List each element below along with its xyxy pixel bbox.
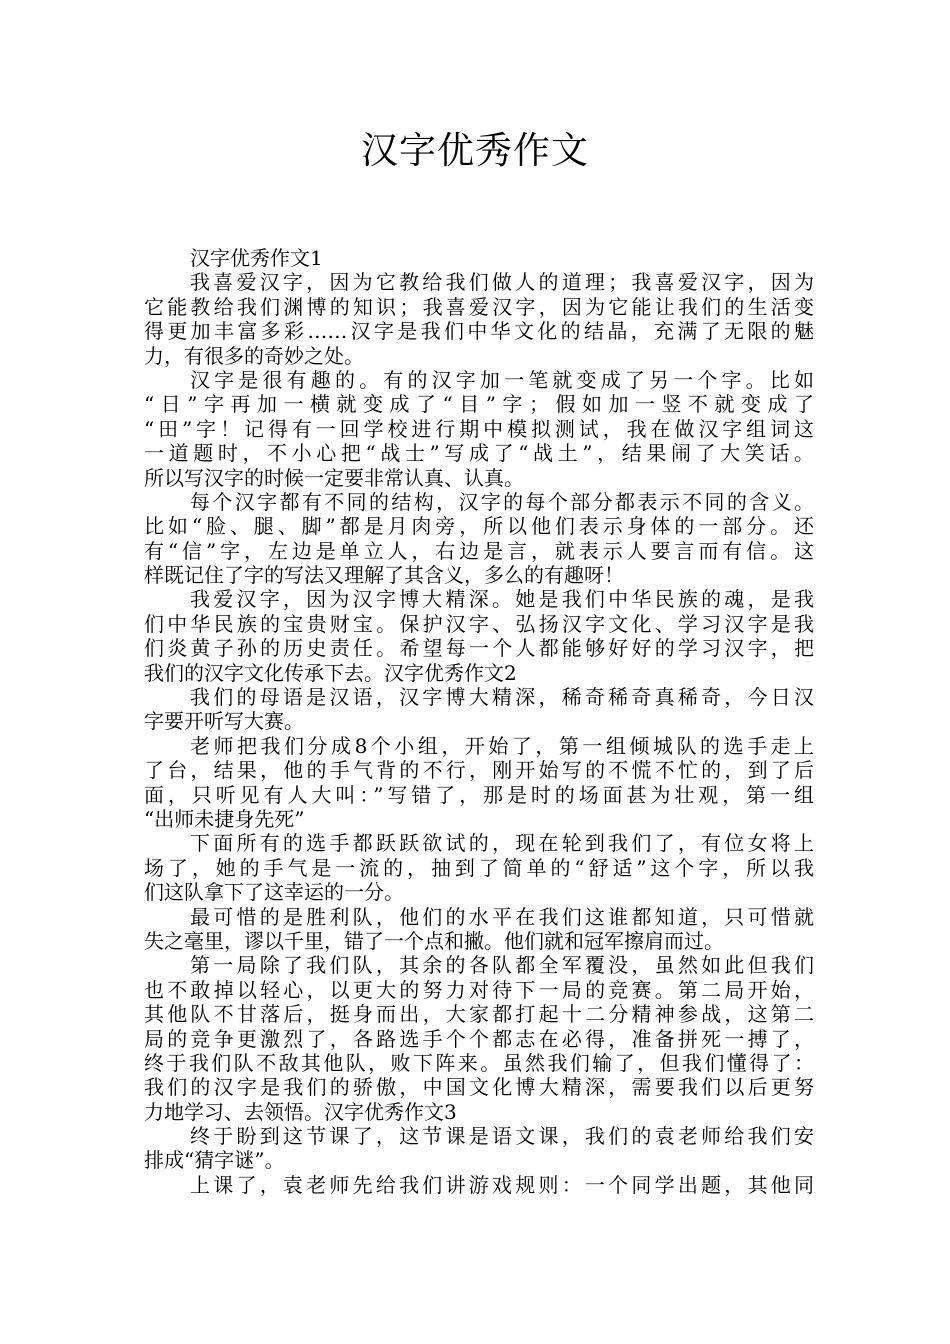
text-line: 样既记住了字的写法又理解了其含义，多么的有趣呀！ [144, 563, 624, 588]
text-line: 局的竞争更激烈了，各路选手个个都志在必得，准备拼死一搏了， [144, 1026, 814, 1051]
text-line: 老师把我们分成8个小组，开始了，第一组倾城队的选手走上 [190, 733, 814, 758]
text-line: 力，有很多的奇妙之处。 [144, 343, 364, 368]
text-line: 了台，结果，他的手气背的不行，刚开始写的不慌不忙的，到了后 [144, 758, 814, 783]
text-line: 场了，她的手气是一流的，抽到了简单的“舒适”这个字，所以我 [144, 855, 814, 880]
document-body [144, 246, 814, 1197]
text-line: “田”字！记得有一回学校进行期中模拟测试，我在做汉字组词这 [144, 416, 814, 441]
text-line: 其他队不甘落后，挺身而出，大家都打起十二分精神参战，这第二 [144, 1002, 814, 1027]
text-line: 每个汉字都有不同的结构，汉字的每个部分都表示不同的含义。 [190, 489, 814, 514]
text-line: 一道题时，不小心把“战士”写成了“战土”，结果闹了大笑话。 [144, 441, 814, 466]
text-line: “日”字再加一横就变成了“目”字；假如加一竖不就变成了 [144, 392, 814, 417]
text-line: 有“信”字，左边是单立人，右边是言，就表示人要言而有信。这 [144, 538, 814, 563]
text-line: “出师未捷身先死” [144, 806, 305, 831]
text-line: 排成“猜字谜”。 [144, 1148, 285, 1173]
text-line: 得更加丰富多彩……汉字是我们中华文化的结晶，充满了无限的魅 [144, 319, 814, 344]
text-line: 上课了，袁老师先给我们讲游戏规则：一个同学出题，其他同 [190, 1172, 814, 1197]
document-title: 汉字优秀作文 [361, 129, 589, 172]
text-line: 也不敢掉以轻心，以更大的努力对待下一局的竞赛。第二局开始， [144, 977, 814, 1002]
text-line: 比如“脸、腿、脚”都是月肉旁，所以他们表示身体的一部分。还 [144, 514, 814, 539]
text-line: 们炎黄子孙的历史责任。希望每一个人都能够好好的学习汉字，把 [144, 636, 814, 661]
text-line: 终于我们队不敌其他队，败下阵来。虽然我们输了，但我们懂得了： [144, 1050, 814, 1075]
section-heading: 汉字优秀作文1 [190, 246, 323, 270]
text-line: 我们的汉字是我们的骄傲，中国文化博大精深，需要我们以后更努 [144, 1075, 814, 1100]
text-line: 我爱汉字，因为汉字博大精深。她是我们中华民族的魂，是我 [190, 587, 814, 612]
text-line: 所以写汉字的时候一定要非常认真、认真。 [144, 465, 524, 490]
text-line: 最可惜的是胜利队，他们的水平在我们这谁都知道，只可惜就 [190, 904, 814, 929]
text-line: 力地学习、去领悟。汉字优秀作文3 [144, 1099, 457, 1124]
text-line: 我喜爱汉字，因为它教给我们做人的道理；我喜爱汉字，因为 [190, 270, 814, 295]
text-line: 失之毫里，谬以千里，错了一个点和撇。他们就和冠军擦肩而过。 [144, 928, 724, 953]
text-line: 终于盼到这节课了，这节课是语文课，我们的袁老师给我们安 [190, 1124, 814, 1149]
text-line: 我们的母语是汉语，汉字博大精深，稀奇稀奇真稀奇，今日汉 [190, 685, 814, 710]
text-line: 我们的汉字文化传承下去。汉字优秀作文2 [144, 660, 517, 685]
text-line: 面，只听见有人大叫：”写错了，那是时的场面甚为壮观，第一组 [144, 782, 814, 807]
text-line: 下面所有的选手都跃跃欲试的，现在轮到我们了，有位女将上 [190, 831, 814, 856]
text-line: 第一局除了我们队，其余的各队都全军覆没，虽然如此但我们 [190, 953, 814, 978]
text-line: 它能教给我们渊博的知识；我喜爱汉字，因为它能让我们的生活变 [144, 294, 814, 319]
text-line: 们中华民族的宝贵财宝。保护汉字、弘扬汉字文化、学习汉字是我 [144, 611, 814, 636]
text-line: 们这队拿下了这幸运的一分。 [144, 880, 404, 905]
text-line: 汉字是很有趣的。有的汉字加一笔就变成了另一个字。比如 [190, 367, 814, 392]
text-line: 字要开听写大赛。 [144, 709, 304, 734]
